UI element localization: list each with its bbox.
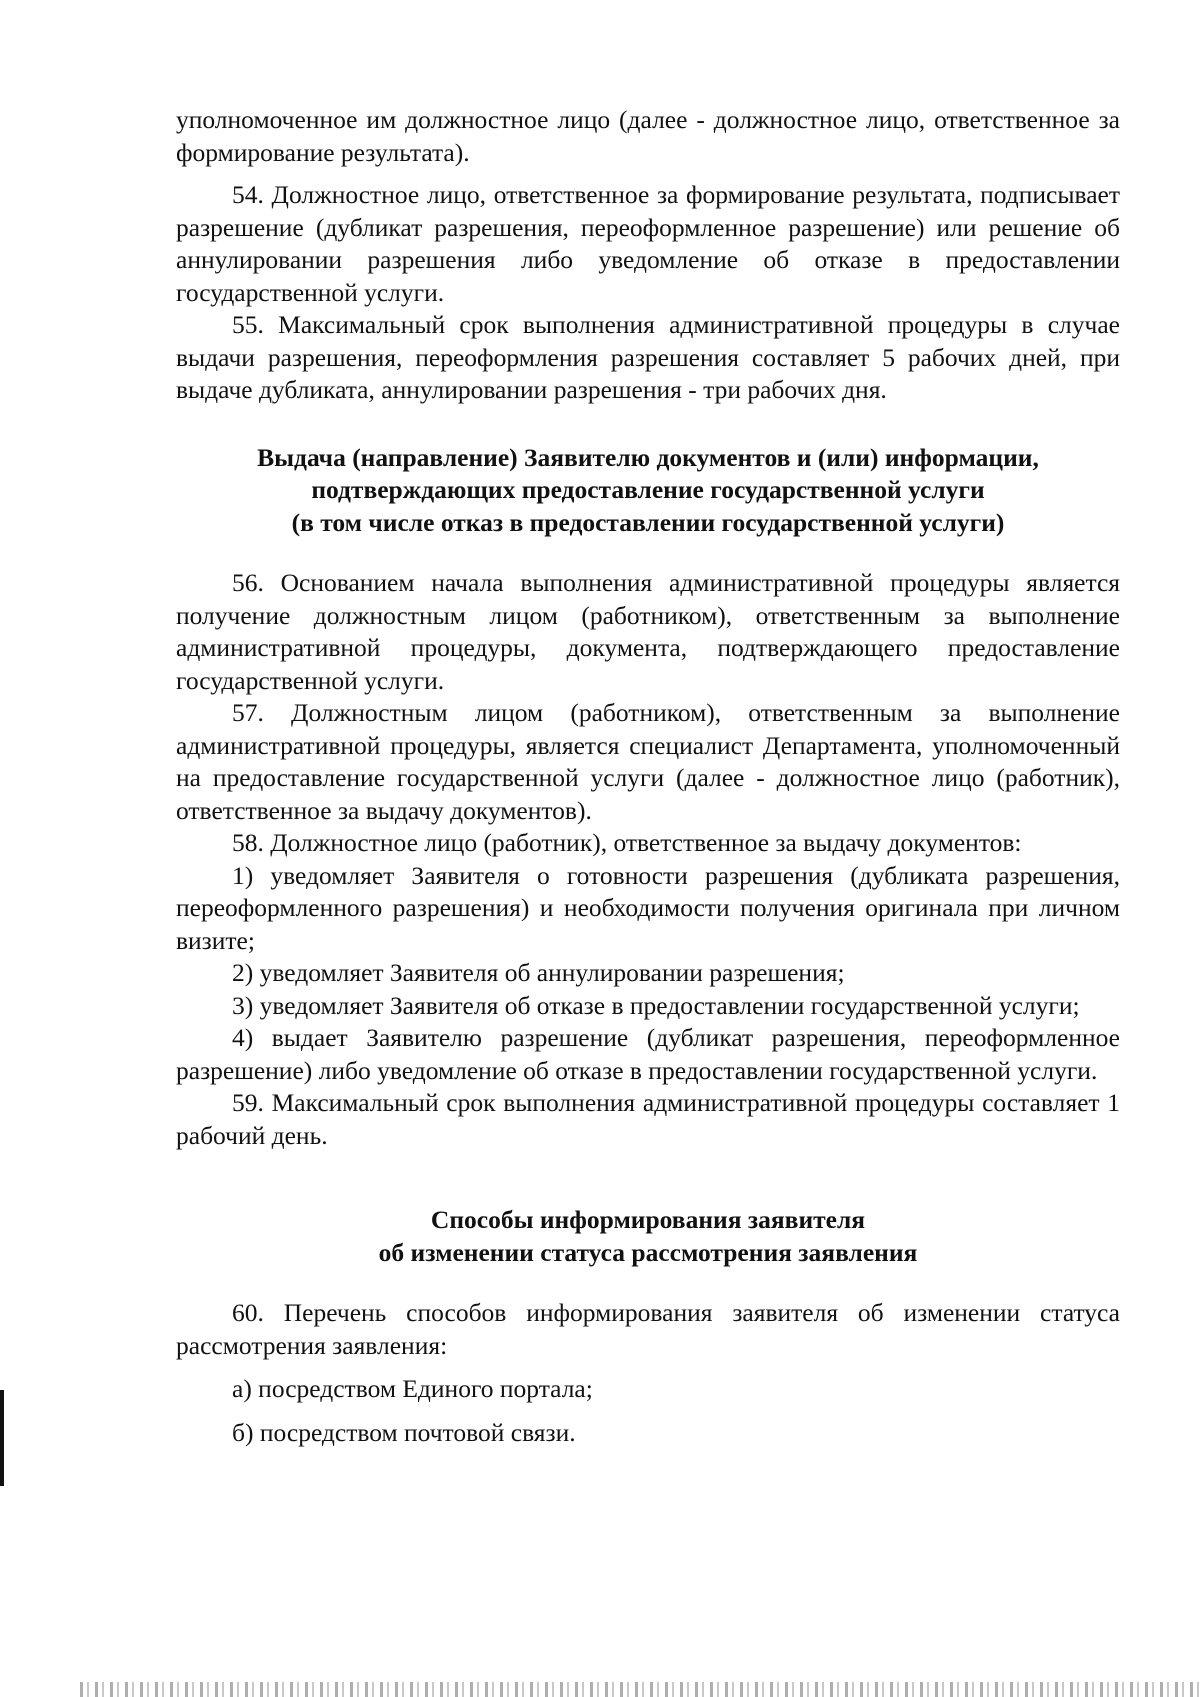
list-item-58-1: 1) уведомляет Заявителя о готовности разрешения (дубликата разрешения, переоформленного разрешения) и необходимости получения оригинала при личном визите;: [176, 860, 1120, 955]
heading-line: подтверждающих предоставление государственной услуги: [311, 475, 985, 504]
paragraph-54: 54. Должностное лицо, ответственное за формирование результата, подписывает разрешение (дубликат разрешения, переоформленное разрешение) или решение об аннулировании разрешения либо уведомление об отказе в предоставлении государственной услуги.: [176, 180, 1120, 307]
scan-edge-mark: [0, 1390, 4, 1486]
heading-line: об изменении статуса рассмотрения заявления: [378, 1237, 918, 1267]
paragraph-continuation: уполномоченное им должностное лицо (далее - должностное лицо, ответственное за формирование результата).: [176, 105, 1120, 167]
section-heading-issuance: [176, 442, 1120, 540]
list-item-60-b: б) посредством почтовой связи.: [232, 1417, 576, 1447]
list-item-58-3: 3) уведомляет Заявителя об отказе в предоставлении государственной услуги;: [232, 990, 1080, 1020]
list-item-60-a: а) посредством Единого портала;: [232, 1374, 593, 1403]
heading-line: (в том числе отказ в предоставлении государственной услуги): [291, 507, 1005, 537]
paragraph-57: 57. Должностным лицом (работником), ответственным за выполнение административной процедуры, является специалист Департамента, уполномоченный на предоставление государственной услуги (далее - должностное лицо (работник), ответственное за выдачу документов).: [176, 698, 1120, 825]
paragraph-59: 59. Максимальный срок выполнения административной процедуры составляет 1 рабочий день.: [176, 1088, 1120, 1150]
list-item-58-2: 2) уведомляет Заявителя об аннулировании разрешения;: [232, 958, 845, 987]
document-page: [176, 104, 1120, 1449]
paragraph-58: 58. Должностное лицо (работник), ответственное за выдачу документов:: [232, 828, 1022, 857]
heading-line: Выдача (направление) Заявителю документов и (или) информации,: [257, 442, 1039, 472]
heading-line: Способы информирования заявителя: [430, 1205, 866, 1234]
paragraph-55: 55. Максимальный срок выполнения административной процедуры в случае выдачи разрешения, переоформления разрешения составляет 5 рабочих дней, при выдаче дубликата, аннулировании разрешения - три рабочих дня.: [176, 310, 1120, 404]
paragraph-56: 56. Основанием начала выполнения административной процедуры является получение должностным лицом (работником), ответственным за выполнение административной процедуры, документа, подтверждающего предоставление государственной услуги.: [176, 568, 1120, 695]
list-item-58-4: 4) выдает Заявителю разрешение (дубликат разрешения, переоформленное разрешение) либо уведомление об отказе в предоставлении государственной услуги.: [176, 1023, 1120, 1085]
scan-noise-bottom: [80, 1682, 1200, 1697]
section-heading-informing: [176, 1204, 1120, 1269]
paragraph-60: 60. Перечень способов информирования заявителя об изменении статуса рассмотрения заявления:: [176, 1298, 1120, 1360]
